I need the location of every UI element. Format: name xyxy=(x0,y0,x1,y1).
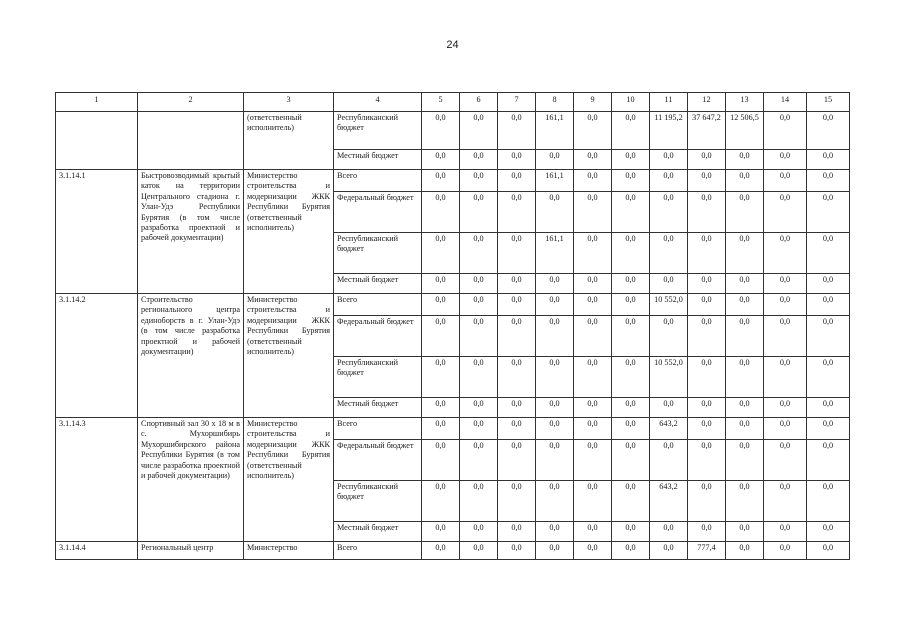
funding-value: 0,0 xyxy=(460,418,498,440)
measure-name: Региональный центр xyxy=(138,542,244,560)
measure-name: Строительство регионального центра единоборств в г. Улан-Удэ (в том числе разработка проектной и рабочей документации) xyxy=(138,294,244,418)
funding-value: 0,0 xyxy=(422,112,460,150)
funding-value: 0,0 xyxy=(612,150,650,170)
funding-value: 0,0 xyxy=(688,233,726,274)
funding-value: 0,0 xyxy=(650,440,688,481)
funding-value: 0,0 xyxy=(498,150,536,170)
funding-value: 0,0 xyxy=(574,150,612,170)
funding-value: 0,0 xyxy=(612,112,650,150)
funding-value: 0,0 xyxy=(612,440,650,481)
funding-value: 777,4 xyxy=(688,542,726,560)
funding-value: 0,0 xyxy=(688,481,726,522)
measure-code: 3.1.14.3 xyxy=(56,418,138,542)
funding-value: 0,0 xyxy=(422,522,460,542)
funding-value: 0,0 xyxy=(498,170,536,192)
funding-value: 0,0 xyxy=(460,440,498,481)
funding-value: 0,0 xyxy=(422,440,460,481)
column-header: 6 xyxy=(460,93,498,112)
funding-value: 0,0 xyxy=(726,150,764,170)
funding-value: 0,0 xyxy=(460,481,498,522)
funding-value: 0,0 xyxy=(460,542,498,560)
table-row xyxy=(56,170,850,192)
funding-value: 643,2 xyxy=(650,481,688,522)
funding-value: 0,0 xyxy=(498,316,536,357)
funding-value: 0,0 xyxy=(807,357,850,398)
funding-value: 0,0 xyxy=(460,522,498,542)
funding-value: 0,0 xyxy=(574,192,612,233)
funding-value: 0,0 xyxy=(807,192,850,233)
funding-value: 0,0 xyxy=(422,274,460,294)
funding-value: 0,0 xyxy=(612,522,650,542)
funding-value: 0,0 xyxy=(650,150,688,170)
measure-code: 3.1.14.4 xyxy=(56,542,138,560)
funding-value: 0,0 xyxy=(574,398,612,418)
measure-name xyxy=(138,112,244,170)
column-header: 1 xyxy=(56,93,138,112)
header-row xyxy=(56,93,850,112)
funding-value: 0,0 xyxy=(498,522,536,542)
funding-value: 0,0 xyxy=(422,357,460,398)
funding-value: 643,2 xyxy=(650,418,688,440)
funding-value: 0,0 xyxy=(764,316,807,357)
funding-value: 0,0 xyxy=(688,274,726,294)
funding-value: 0,0 xyxy=(498,440,536,481)
funding-value: 12 506,5 xyxy=(726,112,764,150)
funding-value: 0,0 xyxy=(536,192,574,233)
funding-value: 0,0 xyxy=(726,316,764,357)
funding-value: 0,0 xyxy=(764,481,807,522)
funding-value: 0,0 xyxy=(460,233,498,274)
funding-source: Всего xyxy=(334,294,422,316)
funding-value: 0,0 xyxy=(764,418,807,440)
funding-value: 0,0 xyxy=(460,170,498,192)
funding-value: 0,0 xyxy=(498,398,536,418)
funding-value: 0,0 xyxy=(498,357,536,398)
funding-value: 0,0 xyxy=(807,542,850,560)
funding-value: 0,0 xyxy=(764,274,807,294)
measure-code: 3.1.14.2 xyxy=(56,294,138,418)
funding-value: 0,0 xyxy=(574,481,612,522)
funding-value: 0,0 xyxy=(612,398,650,418)
funding-source: Всего xyxy=(334,170,422,192)
column-header: 2 xyxy=(138,93,244,112)
funding-value: 0,0 xyxy=(764,542,807,560)
funding-value: 0,0 xyxy=(807,150,850,170)
funding-value: 0,0 xyxy=(460,316,498,357)
column-header: 14 xyxy=(764,93,807,112)
funding-value: 0,0 xyxy=(422,481,460,522)
funding-value: 0,0 xyxy=(726,542,764,560)
funding-value: 0,0 xyxy=(422,398,460,418)
funding-value: 0,0 xyxy=(498,112,536,150)
funding-value: 0,0 xyxy=(764,192,807,233)
funding-value: 0,0 xyxy=(536,418,574,440)
funding-value: 0,0 xyxy=(688,316,726,357)
funding-value: 0,0 xyxy=(422,542,460,560)
funding-value: 0,0 xyxy=(498,418,536,440)
funding-value: 0,0 xyxy=(807,398,850,418)
funding-value: 0,0 xyxy=(650,192,688,233)
funding-value: 0,0 xyxy=(498,233,536,274)
funding-value: 0,0 xyxy=(726,233,764,274)
funding-source: Местный бюджет xyxy=(334,522,422,542)
funding-source: Местный бюджет xyxy=(334,274,422,294)
funding-value: 0,0 xyxy=(688,418,726,440)
funding-source: Местный бюджет xyxy=(334,398,422,418)
funding-value: 0,0 xyxy=(498,274,536,294)
responsible-executor: Министерство строительства и модернизации ЖКК Республики Бурятия (ответственный исполнитель) xyxy=(244,418,334,542)
funding-source: Всего xyxy=(334,418,422,440)
funding-value: 0,0 xyxy=(536,398,574,418)
funding-value: 0,0 xyxy=(650,274,688,294)
table-row xyxy=(56,112,850,150)
funding-value: 0,0 xyxy=(764,150,807,170)
funding-value: 0,0 xyxy=(422,418,460,440)
funding-value: 0,0 xyxy=(536,522,574,542)
funding-value: 0,0 xyxy=(807,481,850,522)
funding-value: 0,0 xyxy=(807,233,850,274)
column-header: 8 xyxy=(536,93,574,112)
funding-value: 0,0 xyxy=(612,316,650,357)
funding-value: 161,1 xyxy=(536,233,574,274)
funding-value: 0,0 xyxy=(764,440,807,481)
funding-value: 0,0 xyxy=(688,192,726,233)
funding-source: Федеральный бюджет xyxy=(334,192,422,233)
funding-value: 0,0 xyxy=(764,522,807,542)
funding-value: 0,0 xyxy=(460,192,498,233)
column-header: 15 xyxy=(807,93,850,112)
funding-value: 0,0 xyxy=(574,170,612,192)
funding-value: 0,0 xyxy=(650,233,688,274)
funding-value: 0,0 xyxy=(536,440,574,481)
funding-value: 0,0 xyxy=(574,233,612,274)
funding-value: 0,0 xyxy=(498,542,536,560)
column-header: 12 xyxy=(688,93,726,112)
funding-value: 0,0 xyxy=(726,170,764,192)
funding-value: 0,0 xyxy=(536,274,574,294)
funding-value: 0,0 xyxy=(726,357,764,398)
funding-value: 0,0 xyxy=(574,542,612,560)
funding-value: 0,0 xyxy=(612,294,650,316)
funding-value: 0,0 xyxy=(536,150,574,170)
funding-value: 0,0 xyxy=(688,294,726,316)
funding-value: 161,1 xyxy=(536,170,574,192)
funding-value: 0,0 xyxy=(574,440,612,481)
funding-value: 0,0 xyxy=(612,233,650,274)
funding-value: 37 647,2 xyxy=(688,112,726,150)
funding-value: 0,0 xyxy=(650,542,688,560)
funding-value: 0,0 xyxy=(807,440,850,481)
funding-value: 0,0 xyxy=(612,418,650,440)
funding-value: 0,0 xyxy=(726,522,764,542)
measure-code: 3.1.14.1 xyxy=(56,170,138,294)
measure-code xyxy=(56,112,138,170)
budget-table xyxy=(55,92,850,560)
column-header: 3 xyxy=(244,93,334,112)
funding-value: 10 552,0 xyxy=(650,294,688,316)
funding-value: 0,0 xyxy=(764,233,807,274)
funding-value: 0,0 xyxy=(422,150,460,170)
column-header: 11 xyxy=(650,93,688,112)
funding-source: Республиканский бюджет xyxy=(334,112,422,150)
funding-value: 0,0 xyxy=(807,170,850,192)
funding-value: 0,0 xyxy=(764,294,807,316)
funding-value: 0,0 xyxy=(807,522,850,542)
funding-value: 0,0 xyxy=(536,316,574,357)
funding-value: 0,0 xyxy=(764,170,807,192)
funding-source: Федеральный бюджет xyxy=(334,440,422,481)
funding-value: 0,0 xyxy=(574,112,612,150)
funding-value: 0,0 xyxy=(688,150,726,170)
column-header: 10 xyxy=(612,93,650,112)
funding-value: 0,0 xyxy=(422,233,460,274)
funding-value: 0,0 xyxy=(650,398,688,418)
column-header: 7 xyxy=(498,93,536,112)
column-header: 13 xyxy=(726,93,764,112)
funding-value: 0,0 xyxy=(726,418,764,440)
funding-value: 0,0 xyxy=(536,481,574,522)
funding-value: 0,0 xyxy=(764,357,807,398)
funding-source: Республиканский бюджет xyxy=(334,233,422,274)
funding-value: 0,0 xyxy=(650,522,688,542)
funding-value: 0,0 xyxy=(650,316,688,357)
funding-value: 0,0 xyxy=(574,357,612,398)
funding-value: 0,0 xyxy=(498,294,536,316)
funding-value: 0,0 xyxy=(422,316,460,357)
funding-value: 0,0 xyxy=(726,440,764,481)
responsible-executor: Министерство строительства и модернизации ЖКК Республики Бурятия (ответственный исполнитель) xyxy=(244,170,334,294)
funding-value: 0,0 xyxy=(422,170,460,192)
measure-name: Быстровозводимый крытый каток на территории Центрального стадиона г. Улан-Удэ Республики Бурятия (в том числе разработка проектной и рабочей документации) xyxy=(138,170,244,294)
funding-value: 0,0 xyxy=(574,316,612,357)
funding-value: 0,0 xyxy=(612,542,650,560)
funding-value: 0,0 xyxy=(688,170,726,192)
funding-value: 0,0 xyxy=(574,522,612,542)
funding-value: 0,0 xyxy=(807,112,850,150)
funding-value: 0,0 xyxy=(726,481,764,522)
funding-value: 0,0 xyxy=(574,418,612,440)
funding-value: 0,0 xyxy=(460,398,498,418)
funding-value: 161,1 xyxy=(536,112,574,150)
funding-value: 11 195,2 xyxy=(650,112,688,150)
funding-value: 0,0 xyxy=(460,150,498,170)
column-header: 9 xyxy=(574,93,612,112)
funding-source: Республиканский бюджет xyxy=(334,481,422,522)
responsible-executor: (ответственный исполнитель) xyxy=(244,112,334,170)
funding-source: Республиканский бюджет xyxy=(334,357,422,398)
funding-value: 0,0 xyxy=(612,192,650,233)
funding-value: 0,0 xyxy=(688,522,726,542)
funding-value: 0,0 xyxy=(807,274,850,294)
funding-value: 0,0 xyxy=(764,398,807,418)
funding-value: 0,0 xyxy=(536,357,574,398)
page-number: 24 xyxy=(446,39,459,51)
funding-value: 0,0 xyxy=(460,274,498,294)
funding-value: 0,0 xyxy=(612,274,650,294)
funding-value: 0,0 xyxy=(460,294,498,316)
funding-value: 0,0 xyxy=(726,274,764,294)
table-row xyxy=(56,542,850,560)
funding-value: 0,0 xyxy=(726,192,764,233)
table-row xyxy=(56,294,850,316)
funding-value: 0,0 xyxy=(688,398,726,418)
funding-value: 0,0 xyxy=(460,112,498,150)
measure-name: Спортивный зал 30 х 18 м в с. Мухоршибирь Мухоршибирского района Республики Бурятия (в том числе разработка проектной и рабочей документации) xyxy=(138,418,244,542)
funding-value: 0,0 xyxy=(726,294,764,316)
funding-value: 0,0 xyxy=(460,357,498,398)
funding-value: 0,0 xyxy=(688,440,726,481)
funding-value: 0,0 xyxy=(612,170,650,192)
funding-source: Всего xyxy=(334,542,422,560)
funding-value: 0,0 xyxy=(612,481,650,522)
funding-value: 0,0 xyxy=(422,294,460,316)
table-row xyxy=(56,418,850,440)
funding-value: 0,0 xyxy=(807,316,850,357)
funding-value: 0,0 xyxy=(422,192,460,233)
funding-value: 0,0 xyxy=(574,274,612,294)
funding-source: Федеральный бюджет xyxy=(334,316,422,357)
responsible-executor: Министерство строительства и модернизации ЖКК Республики Бурятия (ответственный исполнитель) xyxy=(244,294,334,418)
funding-value: 0,0 xyxy=(688,357,726,398)
funding-value: 0,0 xyxy=(498,192,536,233)
funding-value: 0,0 xyxy=(574,294,612,316)
column-header: 4 xyxy=(334,93,422,112)
funding-value: 0,0 xyxy=(536,542,574,560)
funding-value: 0,0 xyxy=(536,294,574,316)
funding-value: 0,0 xyxy=(764,112,807,150)
responsible-executor: Министерство xyxy=(244,542,334,560)
funding-source: Местный бюджет xyxy=(334,150,422,170)
funding-value: 0,0 xyxy=(650,170,688,192)
funding-value: 0,0 xyxy=(726,398,764,418)
funding-value: 0,0 xyxy=(807,418,850,440)
funding-value: 0,0 xyxy=(612,357,650,398)
funding-value: 10 552,0 xyxy=(650,357,688,398)
funding-value: 0,0 xyxy=(807,294,850,316)
funding-value: 0,0 xyxy=(498,481,536,522)
column-header: 5 xyxy=(422,93,460,112)
budget-table-body xyxy=(56,112,850,560)
